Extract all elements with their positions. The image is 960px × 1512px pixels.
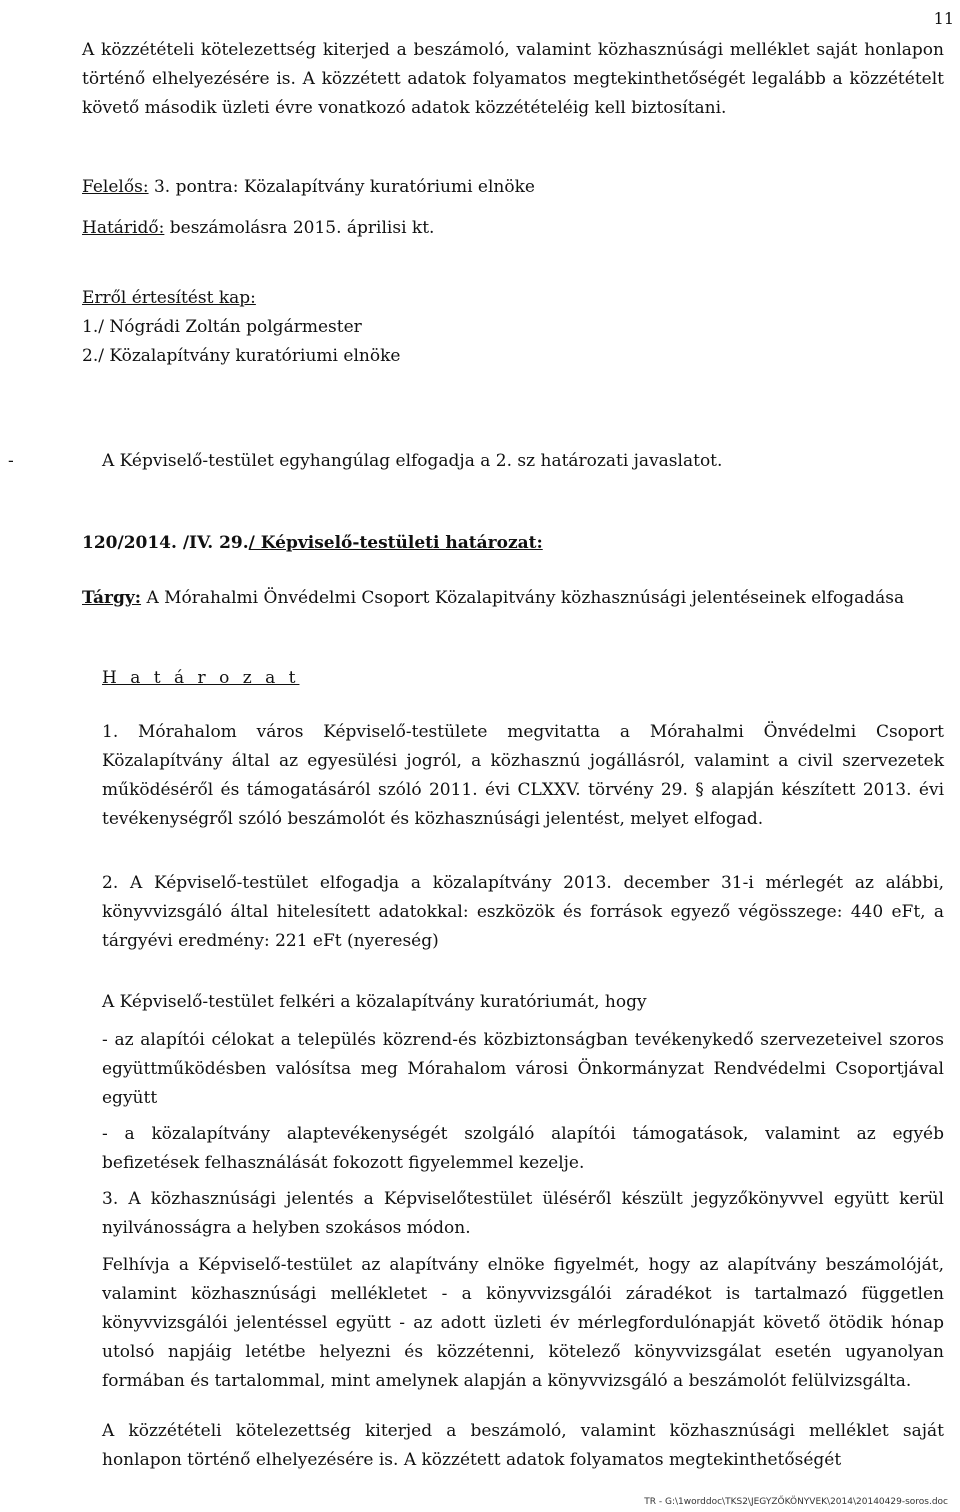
responsible-label: Felelős:: [82, 177, 149, 197]
notify-label: Erről értesítést kap:: [82, 288, 256, 308]
deadline-label: Határidő:: [82, 218, 165, 238]
deadline-line: [82, 214, 944, 243]
resolution-id: [82, 529, 944, 558]
intro-paragraph: A közzétételi kötelezettség kiterjed a beszámoló, valamint közhasznúsági melléklet saját honlapon történő elhelyezésére is. A közzétett adatok folyamatos megtekinthetőségét legalább a közzétételt követő második üzleti évre vonatkozó adatok közzétételéig kell biztosítani.: [82, 40, 944, 118]
subject-line: [82, 584, 944, 613]
vote-dash: -: [8, 451, 14, 471]
request-intro: A Képviselő-testület felkéri a közalapítvány kuratóriumát, hogy: [102, 992, 647, 1012]
page-number: 11: [933, 9, 954, 28]
subject-label: Tárgy:: [82, 588, 142, 608]
vote-line: [8, 447, 944, 476]
notify-section: [82, 284, 944, 371]
call-paragraph: Felhívja a Képviselő-testület az alapítvány elnöke figyelmét, hogy az alapítvány beszámolóját, valamint közhasznúsági mellékletet - a könyvvizsgálói záradékot is tartalmazó független könyvvizsgálói jelentéssel együtt - az adott üzleti év mérlegfordulónapját követő ötödik hónap utolsó napjáig letétbe helyezni és közzétenni, kötelező könyvvizsgálat esetén ugyanolyan formában és tartalommal, mint amelynek alapján a könyvvizsgáló a beszámolót felülvizsgálta.: [102, 1255, 944, 1391]
request-b: - a közalapítvány alaptevékenységét szolgáló alapítói támogatások, valamint az egyéb befizetések felhasználását fokozott figyelemmel kezelje.: [102, 1124, 944, 1173]
notify-item: 1./ Nógrádi Zoltán polgármester: [82, 317, 362, 337]
resolution-type: / Képviselő-testületi határozat:: [248, 533, 543, 553]
point-3: 3. A közhasznúsági jelentés a Képviselőtestület üléséről készült jegyzőkönyvvel együtt kerül nyilvánosságra a helyben szokásos módon.: [102, 1189, 944, 1238]
point-2: 2. A Képviselő-testület elfogadja a közalapítvány 2013. december 31-i mérlegét az alábbi, könyvvizsgáló által hitelesített adatokkal: eszközök és források egyező végösszege: 440 eFt, a tárgyévi eredmény: 221 eFt (nyereség): [102, 873, 944, 951]
responsible-text: 3. pontra: Közalapítvány kuratóriumi elnöke: [148, 177, 535, 197]
closing-paragraph: A közzétételi kötelezettség kiterjed a beszámoló, valamint közhasznúsági melléklet saját honlapon történő elhelyezésére is. A közzétett adatok folyamatos megtekinthetőségét: [102, 1421, 944, 1470]
request-a: - az alapítói célokat a település közrend-és közbiztonságban tevékenykedő szervezeteivel szoros együttműködésben valósítsa meg Mórahalom városi Önkormányzat Rendvédelmi Csoportjával együtt: [102, 1030, 944, 1108]
responsible-line: [82, 173, 944, 202]
deadline-text: beszámolásra 2015. áprilisi kt.: [164, 218, 435, 238]
footer-path: TR - G:\1worddoc\TKS2\JEGYZŐKÖNYVEK\2014\20140429-soros.doc: [644, 1497, 948, 1507]
notify-item: 2./ Közalapítvány kuratóriumi elnöke: [82, 346, 401, 366]
subject-text: A Mórahalmi Önvédelmi Csoport Közalapitvány közhasznúsági jelentéseinek elfogadása: [141, 588, 905, 608]
vote-text: A Képviselő-testület egyhangúlag elfogadja a 2. sz határozati javaslatot.: [102, 451, 723, 471]
point-1: 1. Mórahalom város Képviselő-testülete megvitatta a Mórahalmi Önvédelmi Csoport Közalapítvány által az egyesülési jogról, a közhasznú jogállásról, valamint a civil szervezetek működéséről és támogatásáról szóló 2011. évi CLXXV. törvény 29. § alapján készített 2013. évi tevékenységről szóló beszámolót és közhasznúsági jelentést, melyet elfogad.: [102, 722, 944, 829]
resolution-number: 120/2014. /IV. 29.: [82, 533, 249, 553]
resolution-heading: H a t á r o z a t: [102, 668, 300, 688]
